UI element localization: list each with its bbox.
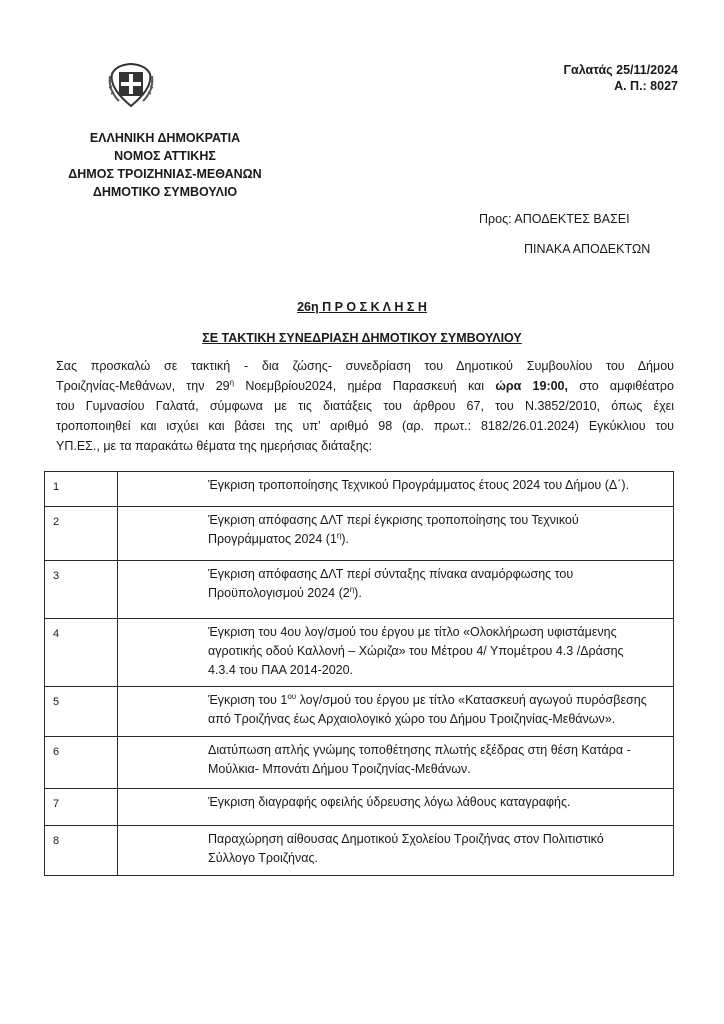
invitation-subtitle: ΣΕ ΤΑΚΤΙΚΗ ΣΥΝΕΔΡΙΑΣΗ ΔΗΜΟΤΙΚΟΥ ΣΥΜΒΟΥΛΙΟΥ — [202, 331, 522, 345]
item-number: 5 — [45, 687, 118, 737]
meeting-time: ώρα 19:00, — [495, 379, 568, 393]
table-row — [45, 561, 674, 619]
item-number: 7 — [45, 789, 118, 826]
item-line: 4.3.4 του ΠΑΑ 2014-2020. — [208, 663, 354, 677]
body-line: του Γυμνασίου Γαλατά, σύμφωνα με τις διατάξεις του άρθρου 67, του Ν.3852/2010, όπως έχει — [56, 399, 674, 413]
item-line: από Τροιζήνας έως Αρχαιολογικό χώρο του Δήμου Τροιζηνίας-Μεθάνων». — [208, 712, 616, 726]
item-line: Έγκριση του 4ου λογ/σμού του έργου με τίτλο «Ολοκλήρωση υφιστάμενης — [208, 625, 617, 639]
item-number: 1 — [45, 472, 118, 507]
body-line: ΥΠ.ΕΣ., με τα παρακάτω θέματα της ημερήσιας διάταξης: — [56, 439, 373, 453]
item-number: 3 — [45, 561, 118, 619]
header-line: ΔΗΜΟΤΙΚΟ ΣΥΜΒΟΥΛΙΟ — [92, 185, 238, 199]
item-text — [118, 789, 674, 826]
item-text-part: ). — [341, 532, 350, 546]
item-text — [118, 561, 674, 619]
issuer-header — [56, 129, 274, 201]
table-row — [45, 472, 674, 507]
item-text — [118, 472, 674, 507]
item-line: αγροτικής οδού Καλλονή – Χώριζα» του Μέτρου 4/ Υπομέτρου 4.3 /Δράσης — [208, 644, 624, 658]
item-line: Έγκριση τροποποίησης Τεχνικού Προγράμματος έτους 2024 του Δήμου (Δ΄). — [208, 478, 630, 492]
superscript: η — [336, 530, 342, 540]
table-row — [45, 826, 674, 876]
item-number: 8 — [45, 826, 118, 876]
body-text-part: στο αμφιθέατρο — [568, 379, 674, 393]
item-text — [118, 737, 674, 789]
item-number: 4 — [45, 619, 118, 687]
item-line: Έγκριση απόφασης ΔΛΤ περί έγκρισης τροποποίησης του Τεχνικού — [208, 513, 579, 527]
invitation-title: 26η Π Ρ Ο Σ Κ Λ Η Σ Η — [297, 300, 427, 314]
place-date: Γαλατάς 25/11/2024 — [563, 63, 678, 77]
body-line: Σας προσκαλώ σε τακτική - δια ζώσης- συνεδρίαση του Δημοτικού Συμβουλίου του Δήμου — [56, 359, 674, 373]
invitation-body — [56, 356, 674, 456]
item-text — [118, 619, 674, 687]
recipients-line-1: Προς: ΑΠΟΔΕΚΤΕΣ ΒΑΣΕΙ — [479, 212, 630, 226]
table-row — [45, 789, 674, 826]
table-row — [45, 687, 674, 737]
protocol-number: Α. Π.: 8027 — [614, 79, 678, 93]
header-line: ΔΗΜΟΣ ΤΡΟΙΖΗΝΙΑΣ-ΜΕΘΑΝΩΝ — [68, 167, 262, 181]
item-text-part: λογ/σμού του έργου με τίτλο «Κατασκευή αγωγού πυρόσβεσης — [296, 693, 647, 707]
item-line: Παραχώρηση αίθουσας Δημοτικού Σχολείου Τροιζήνας στον Πολιτιστικό — [208, 832, 604, 846]
item-text-part: Προϋπολογισμού 2024 (2 — [208, 586, 350, 600]
item-line — [208, 584, 665, 603]
recipients-line-2: ΠΙΝΑΚΑ ΑΠΟΔΕΚΤΩΝ — [524, 242, 651, 256]
superscript: η — [349, 584, 355, 594]
item-line: Μούλκια- Μπονάτι Δήμου Τροιζηνίας-Μεθάνων. — [208, 762, 471, 776]
item-line: Σύλλογο Τροιζήνας. — [208, 851, 318, 865]
item-text — [118, 687, 674, 737]
body-text-part: Νοεμβρίου2024, ημέρα Παρασκευή και — [234, 379, 496, 393]
document-meta — [564, 62, 678, 94]
agenda-table — [44, 471, 674, 876]
item-text-part: ). — [354, 586, 362, 600]
item-line — [208, 691, 665, 710]
body-line — [56, 376, 674, 396]
item-text-part: Έγκριση του 1 — [208, 693, 288, 707]
table-row — [45, 507, 674, 561]
item-line: Διατύπωση απλής γνώμης τοποθέτησης πλωτής εξέδρας στη θέση Κατάρα - — [208, 743, 631, 757]
item-line: Έγκριση απόφασης ΔΛΤ περί σύνταξης πίνακα αναμόρφωσης του — [208, 567, 574, 581]
table-row — [45, 619, 674, 687]
item-line — [208, 530, 665, 549]
header-line: ΝΟΜΟΣ ΑΤΤΙΚΗΣ — [114, 149, 216, 163]
item-line: Έγκριση διαγραφής οφειλής ύδρευσης λόγω λάθους καταγραφής. — [208, 795, 571, 809]
item-text — [118, 826, 674, 876]
item-number: 2 — [45, 507, 118, 561]
greek-coat-of-arms-emblem — [106, 60, 156, 110]
table-row — [45, 737, 674, 789]
item-number: 6 — [45, 737, 118, 789]
item-text-part: Προγράμματος 2024 (1 — [208, 532, 337, 546]
header-line: ΕΛΛΗΝΙΚΗ ΔΗΜΟΚΡΑΤΙΑ — [89, 131, 241, 145]
item-text — [118, 507, 674, 561]
superscript: ου — [287, 691, 297, 701]
body-line: τροποποιηθεί και ισχύει και βάσει της υπ’ αριθμό 98 (αρ. πρωτ.: 8182/26.01.2024) Εγκύκλιου του — [56, 419, 674, 433]
superscript: η — [229, 377, 235, 387]
body-text-part: Τροιζηνίας-Μεθάνων, την 29 — [56, 379, 230, 393]
